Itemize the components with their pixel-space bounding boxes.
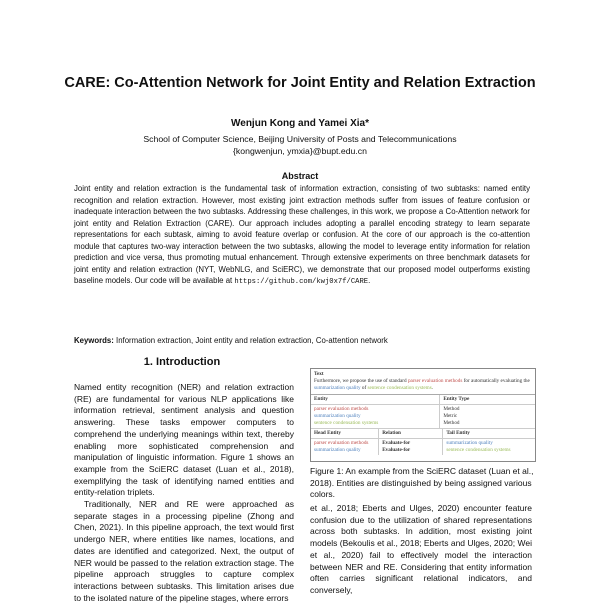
figure-sentence-start: Furthermore, we propose the use of standard [314,378,407,384]
head-entity-header: Head Entity [311,429,379,438]
relation-type: Evaluate-for [382,440,411,446]
figure-text-label: Text [314,371,324,377]
figure-sentence-mid-1: for automatically evaluating the [463,378,530,384]
tail-entity-header: Tail Entity [446,430,470,436]
affiliation-block [60,133,540,157]
relation-header: Relation [379,429,443,438]
head-entity: summarization quality [314,447,361,453]
author-emails: {kongwenjun, ymxia}@bupt.edu.cn [233,146,367,156]
entity-type: Metric [443,413,458,419]
abstract-text: Joint entity and relation extraction is the fundamental task of information extraction, consisting of two subtasks: named entity recognition and relation extraction. However, most existing joint extraction methods suffer from issues of feature confusion or inadequate interaction between the two subtasks. Addressing these challenges, in this work, we propose a Co-Attention network for joint entity and Relation Extraction (CARE). Our approach includes adopting a parallel encoding strategy to learn separate representations for each subtask, aiming to avoid feature overlap or confusion. At the core of our approach is the co-attention module that captures two-way interaction between the two subtasks, allowing the model to leverage entity information for relation prediction and vice versa, thus promoting mutual enhancement. Through extensive experiments on three benchmark datasets for joint entity and relation extraction (NYT, WebNLG, and SciERC), we demonstrate that our proposed model outperforms existing baseline models. Our code will be available at [74,184,530,285]
figure-entity-rows [311,405,535,429]
figure-text-cell [311,369,535,395]
abstract [74,183,530,289]
entity-name: summarization quality [314,413,361,419]
figure-relation-rows [311,439,535,455]
entity-name: parser evaluation methods [314,406,369,412]
entity-type: Method [443,406,460,412]
abstract-heading: Abstract [281,171,319,181]
tail-entity: sentence condensation systems [446,447,511,453]
tail-entity-cell [443,439,535,455]
figure-relation-header-row [311,429,535,439]
authors: Wenjun Kong and Yamei Xia* [231,118,369,129]
figure-sentence-end: . [431,385,434,391]
relation-cell [379,439,443,455]
entity-name-cell [311,405,440,428]
figure-entity-2: summarization quality [314,385,361,391]
section-heading: 1. Introduction [143,356,221,368]
figure-sentence-mid-2: of [361,385,367,391]
code-url-link[interactable]: https://github.com/kwj0x7f/CARE [234,278,369,286]
paper-title: CARE: Co-Attention Network for Joint Entity and Relation Extraction [64,75,536,91]
figure-entity-3: sentence condensation systems [367,385,432,391]
head-entity: parser evaluation methods [314,440,369,446]
entity-header: Entity [311,395,440,404]
entity-name: sentence condensation systems [314,420,379,426]
figure-1 [310,368,536,462]
intro-paragraph-2: Traditionally, NER and RE were approached as separate stages in a processing pipeline (Zhong and Chen, 2021). In this pipeline approach, the text would first undergo NER, where entities like names, locations, and dates are identified and categorized. Next, the output of NER would be passed to the relation extraction stage. The pipeline approach struggles to capture complex interactions between subtasks. This limitation arises due to the isolated nature of the pipeline stages, where errors [74,499,294,603]
figure-entity-1: parser evaluation methods [407,378,463,384]
tail-entity: summarization quality [446,440,493,446]
entity-type: Method [443,420,460,426]
abstract-end: . [368,276,371,285]
affiliation: School of Computer Science, Beijing University of Posts and Telecommunications [143,134,457,144]
keywords-label: Keywords: [74,336,114,345]
head-entity-cell [311,439,379,455]
intro-paragraph-1: Named entity recognition (NER) and relation extraction (RE) are fundamental for various NLP applications like information retrieval, sentiment analysis and question answering. These tasks empower computers to comprehend the underlying meanings within text, thereby enabling more sophisticated comprehension and manipulation of linguistic information. Figure 1 shows an example from the SciERC dataset (Luan et al., 2018), exemplifying the task of identifying named entities and entity-relation triplets. [74,382,294,498]
relation-type: Evaluate-for [382,447,411,453]
entity-type-cell [440,405,535,428]
figure-entity-header-row [311,395,535,405]
right-column-text: et al., 2018; Eberts and Ulges, 2020) encounter feature confusion due to the utilization of shared representations across both subtasks. In addition, most existing joint models (Bekoulis et al., 2018; Eberts and Ulges, 2020; Wei et al., 2020) fail to effectively model the interaction between NER and RE. Considering that entity information often carries significant relational indicators, and conversely, [310,503,532,595]
entity-type-header: Entity Type [443,396,470,402]
keywords [74,336,530,345]
left-column [74,382,294,604]
figure-caption: Figure 1: An example from the SciERC dataset (Luan et al., 2018). Entities are distinguished by being assigned various colors. [310,466,534,499]
keywords-text: Information extraction, Joint entity and relation extraction, Co-attention network [116,336,388,345]
